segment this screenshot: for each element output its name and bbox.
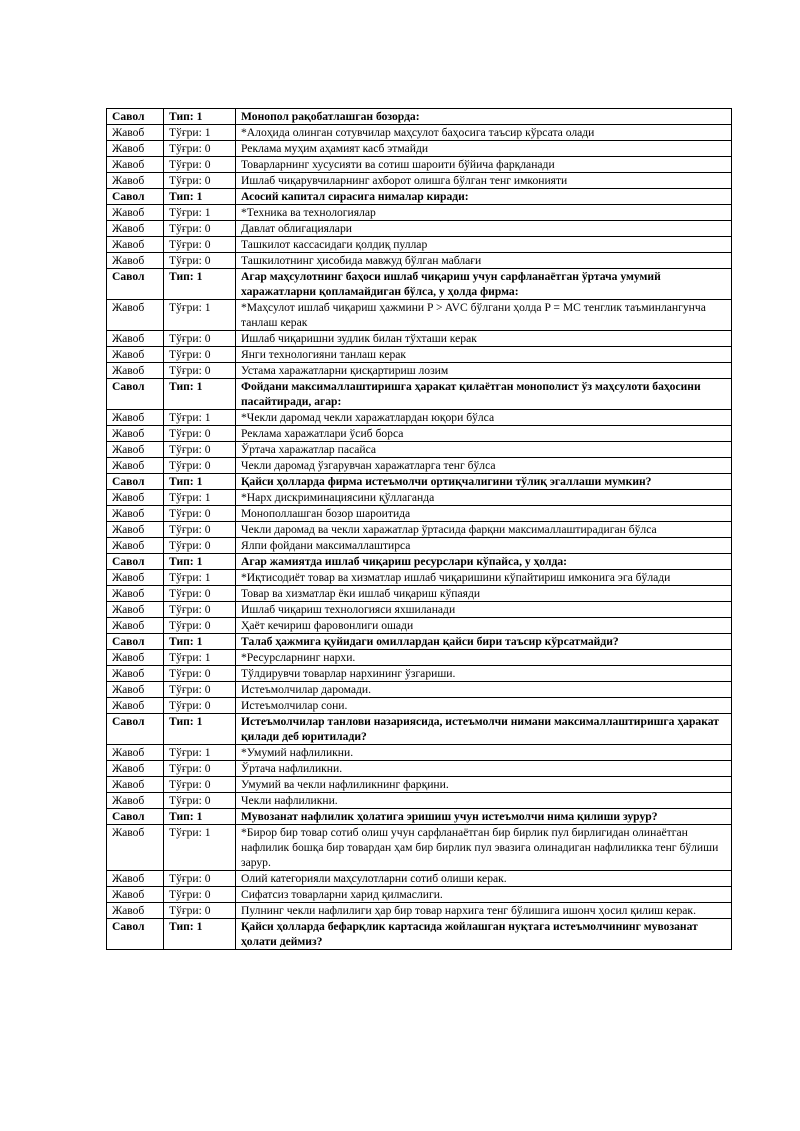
answer-row — [107, 442, 732, 458]
answer-row — [107, 347, 732, 363]
answer-correctness: Тўғри: 0 — [164, 426, 236, 442]
answer-row — [107, 331, 732, 347]
answer-row — [107, 506, 732, 522]
answer-correctness: Тўғри: 1 — [164, 490, 236, 506]
answer-text: Истеъмолчилар сони. — [236, 698, 732, 714]
answer-label: Жавоб — [107, 887, 164, 903]
answer-row — [107, 570, 732, 586]
answer-label: Жавоб — [107, 586, 164, 602]
answer-correctness: Тўғри: 0 — [164, 173, 236, 189]
answer-row — [107, 586, 732, 602]
answer-label: Жавоб — [107, 602, 164, 618]
answer-correctness: Тўғри: 0 — [164, 141, 236, 157]
question-text: Истеъмолчилар танлови назариясида, истеъмолчи нимани максималлаштиришга ҳаракат қилади деб юритилади? — [236, 714, 732, 745]
answer-text: Сифатсиз товарларни харид қилмаслиги. — [236, 887, 732, 903]
answer-label: Жавоб — [107, 426, 164, 442]
question-type: Тип: 1 — [164, 809, 236, 825]
answer-text: Реклама муҳим аҳамият касб этмайди — [236, 141, 732, 157]
answer-correctness: Тўғри: 0 — [164, 458, 236, 474]
answer-row — [107, 650, 732, 666]
answer-text: Товар ва хизматлар ёки ишлаб чиқариш кўпаяди — [236, 586, 732, 602]
answer-correctness: Тўғри: 0 — [164, 442, 236, 458]
answer-label: Жавоб — [107, 618, 164, 634]
answer-correctness: Тўғри: 0 — [164, 618, 236, 634]
answer-label: Жавоб — [107, 253, 164, 269]
answer-label: Жавоб — [107, 300, 164, 331]
answer-row — [107, 363, 732, 379]
answer-row — [107, 777, 732, 793]
answer-label: Жавоб — [107, 761, 164, 777]
question-row — [107, 919, 732, 950]
question-label: Савол — [107, 554, 164, 570]
answer-label: Жавоб — [107, 237, 164, 253]
answer-correctness: Тўғри: 0 — [164, 682, 236, 698]
answer-text: *Умумий нафлиликни. — [236, 745, 732, 761]
answer-text: *Техника ва технологиялар — [236, 205, 732, 221]
answer-row — [107, 871, 732, 887]
question-type: Тип: 1 — [164, 379, 236, 410]
answer-row — [107, 490, 732, 506]
question-label: Савол — [107, 634, 164, 650]
answer-text: Чекли даромад ўзгарувчан харажатларга тенг бўлса — [236, 458, 732, 474]
question-text: Мувозанат нафлилик ҳолатига эришиш учун истеъмолчи нима қилиши зурур? — [236, 809, 732, 825]
answer-row — [107, 618, 732, 634]
answer-correctness: Тўғри: 1 — [164, 650, 236, 666]
answer-label: Жавоб — [107, 825, 164, 871]
document-page — [106, 108, 731, 950]
question-type: Тип: 1 — [164, 269, 236, 300]
answer-correctness: Тўғри: 0 — [164, 347, 236, 363]
answer-correctness: Тўғри: 0 — [164, 157, 236, 173]
answer-text: Ўртача харажатлар пасайса — [236, 442, 732, 458]
answer-row — [107, 426, 732, 442]
answer-text: Монополлашган бозор шароитида — [236, 506, 732, 522]
answer-text: Ишлаб чиқариш технологияси яхшиланади — [236, 602, 732, 618]
answer-correctness: Тўғри: 0 — [164, 666, 236, 682]
answer-text: Олий категорияли маҳсулотларни сотиб олиши керак. — [236, 871, 732, 887]
question-text: Агар маҳсулотнинг баҳоси ишлаб чиқариш учун сарфланаётган ўртача умумий харажатларни қопламайдиган бўлса, у ҳолда фирма: — [236, 269, 732, 300]
answer-correctness: Тўғри: 1 — [164, 410, 236, 426]
answer-text: Ишлаб чиқарувчиларнинг ахборот олишга бўлган тенг имконияти — [236, 173, 732, 189]
answer-text: Ташкилотнинг ҳисобида мавжуд бўлган маблағи — [236, 253, 732, 269]
answer-row — [107, 253, 732, 269]
answer-label: Жавоб — [107, 682, 164, 698]
answer-row — [107, 761, 732, 777]
answer-row — [107, 125, 732, 141]
answer-label: Жавоб — [107, 745, 164, 761]
question-label: Савол — [107, 809, 164, 825]
answer-text: Давлат облигациялари — [236, 221, 732, 237]
answer-correctness: Тўғри: 1 — [164, 745, 236, 761]
answer-text: Чекли даромад ва чекли харажатлар ўртасида фарқни максималлаштирадиган бўлса — [236, 522, 732, 538]
question-table — [106, 108, 732, 950]
question-type: Тип: 1 — [164, 714, 236, 745]
answer-text: Янги технологияни танлаш керак — [236, 347, 732, 363]
answer-text: Пулнинг чекли нафлилиги ҳар бир товар нархига тенг бўлишига ишонч ҳосил қилиш керак. — [236, 903, 732, 919]
answer-text: *Бирор бир товар сотиб олиш учун сарфланаётган бир бирлик пул бирлигидан олинаётган нафлилик бошқа бир товардан ҳам бир бирлик пул эвазига олинадиган нафлиликка тенг бўлиши зарур. — [236, 825, 732, 871]
answer-label: Жавоб — [107, 442, 164, 458]
answer-label: Жавоб — [107, 347, 164, 363]
question-label: Савол — [107, 919, 164, 950]
answer-correctness: Тўғри: 0 — [164, 237, 236, 253]
question-row — [107, 714, 732, 745]
answer-label: Жавоб — [107, 173, 164, 189]
answer-text: Умумий ва чекли нафлиликнинг фарқини. — [236, 777, 732, 793]
question-text: Асосий капитал сирасига нималар киради: — [236, 189, 732, 205]
answer-correctness: Тўғри: 0 — [164, 793, 236, 809]
answer-text: *Ресурсларнинг нархи. — [236, 650, 732, 666]
answer-row — [107, 300, 732, 331]
answer-row — [107, 522, 732, 538]
question-type: Тип: 1 — [164, 554, 236, 570]
answer-label: Жавоб — [107, 205, 164, 221]
answer-correctness: Тўғри: 0 — [164, 698, 236, 714]
answer-label: Жавоб — [107, 331, 164, 347]
answer-row — [107, 410, 732, 426]
answer-text: *Маҳсулот ишлаб чиқариш ҳажмини P > AVC бўлгани ҳолда P = MC тенглик таъминлангунча танлаш керак — [236, 300, 732, 331]
answer-label: Жавоб — [107, 793, 164, 809]
answer-correctness: Тўғри: 0 — [164, 363, 236, 379]
answer-text: Ташкилот кассасидаги қолдиқ пуллар — [236, 237, 732, 253]
answer-row — [107, 538, 732, 554]
answer-label: Жавоб — [107, 506, 164, 522]
question-label: Савол — [107, 109, 164, 125]
answer-correctness: Тўғри: 0 — [164, 221, 236, 237]
question-row — [107, 474, 732, 490]
question-label: Савол — [107, 379, 164, 410]
answer-correctness: Тўғри: 0 — [164, 522, 236, 538]
answer-correctness: Тўғри: 0 — [164, 903, 236, 919]
answer-label: Жавоб — [107, 363, 164, 379]
answer-label: Жавоб — [107, 490, 164, 506]
answer-correctness: Тўғри: 0 — [164, 887, 236, 903]
answer-label: Жавоб — [107, 458, 164, 474]
answer-text: Чекли нафлиликни. — [236, 793, 732, 809]
answer-text: *Иқтисодиёт товар ва хизматлар ишлаб чиқаришини кўпайтириш имконига эга бўлади — [236, 570, 732, 586]
question-text: Қайси ҳолларда фирма истеъмолчи ортиқчалигини тўлиқ эгаллаши мумкин? — [236, 474, 732, 490]
answer-correctness: Тўғри: 0 — [164, 506, 236, 522]
answer-correctness: Тўғри: 0 — [164, 871, 236, 887]
question-text: Монопол рақобатлашган бозорда: — [236, 109, 732, 125]
answer-label: Жавоб — [107, 903, 164, 919]
answer-correctness: Тўғри: 1 — [164, 205, 236, 221]
answer-row — [107, 825, 732, 871]
question-row — [107, 809, 732, 825]
question-label: Савол — [107, 269, 164, 300]
answer-correctness: Тўғри: 1 — [164, 570, 236, 586]
question-text: Қайси ҳолларда бефарқлик картасида жойлашган нуқтага истеъмолчининг мувозанат ҳолати деймиз? — [236, 919, 732, 950]
answer-text: Ўртача нафлиликни. — [236, 761, 732, 777]
answer-label: Жавоб — [107, 221, 164, 237]
answer-label: Жавоб — [107, 570, 164, 586]
answer-text: Устама харажатларни қисқартириш лозим — [236, 363, 732, 379]
answer-correctness: Тўғри: 0 — [164, 777, 236, 793]
question-table-body — [107, 109, 732, 950]
answer-label: Жавоб — [107, 777, 164, 793]
question-text: Фойдани максималлаштиришга ҳаракат қилаётган монополист ўз маҳсулоти баҳосини пасайтиради, агар: — [236, 379, 732, 410]
answer-label: Жавоб — [107, 650, 164, 666]
answer-row — [107, 903, 732, 919]
answer-row — [107, 698, 732, 714]
question-row — [107, 189, 732, 205]
question-label: Савол — [107, 474, 164, 490]
answer-correctness: Тўғри: 0 — [164, 538, 236, 554]
answer-row — [107, 602, 732, 618]
question-type: Тип: 1 — [164, 919, 236, 950]
question-type: Тип: 1 — [164, 474, 236, 490]
answer-label: Жавоб — [107, 698, 164, 714]
answer-label: Жавоб — [107, 871, 164, 887]
answer-correctness: Тўғри: 0 — [164, 602, 236, 618]
answer-row — [107, 887, 732, 903]
answer-correctness: Тўғри: 0 — [164, 331, 236, 347]
answer-row — [107, 205, 732, 221]
answer-correctness: Тўғри: 1 — [164, 125, 236, 141]
question-text: Талаб ҳажмига қуйидаги омиллардан қайси бири таъсир кўрсатмайди? — [236, 634, 732, 650]
answer-label: Жавоб — [107, 538, 164, 554]
answer-row — [107, 458, 732, 474]
answer-text: *Нарх дискриминациясини қўллаганда — [236, 490, 732, 506]
answer-label: Жавоб — [107, 157, 164, 173]
question-row — [107, 554, 732, 570]
answer-correctness: Тўғри: 0 — [164, 761, 236, 777]
question-row — [107, 379, 732, 410]
answer-text: *Алоҳида олинган сотувчилар маҳсулот баҳосига таъсир кўрсата олади — [236, 125, 732, 141]
answer-row — [107, 682, 732, 698]
answer-text: Товарларнинг хусусияти ва сотиш шароити бўйича фарқланади — [236, 157, 732, 173]
question-label: Савол — [107, 189, 164, 205]
answer-row — [107, 793, 732, 809]
question-text: Агар жамиятда ишлаб чиқариш ресурслари кўпайса, у ҳолда: — [236, 554, 732, 570]
answer-text: Тўлдирувчи товарлар нархининг ўзгариши. — [236, 666, 732, 682]
answer-text: Истеъмолчилар даромади. — [236, 682, 732, 698]
question-type: Тип: 1 — [164, 109, 236, 125]
answer-row — [107, 237, 732, 253]
answer-row — [107, 666, 732, 682]
question-row — [107, 109, 732, 125]
answer-row — [107, 221, 732, 237]
question-label: Савол — [107, 714, 164, 745]
answer-label: Жавоб — [107, 141, 164, 157]
answer-row — [107, 745, 732, 761]
answer-text: *Чекли даромад чекли харажатлардан юқори бўлса — [236, 410, 732, 426]
answer-correctness: Тўғри: 0 — [164, 586, 236, 602]
question-row — [107, 269, 732, 300]
answer-text: Ялпи фойдани максималлаштирса — [236, 538, 732, 554]
question-type: Тип: 1 — [164, 634, 236, 650]
answer-correctness: Тўғри: 1 — [164, 300, 236, 331]
answer-row — [107, 141, 732, 157]
answer-label: Жавоб — [107, 125, 164, 141]
question-row — [107, 634, 732, 650]
answer-correctness: Тўғри: 1 — [164, 825, 236, 871]
answer-label: Жавоб — [107, 410, 164, 426]
answer-text: Ҳаёт кечириш фаровонлиги ошади — [236, 618, 732, 634]
answer-label: Жавоб — [107, 666, 164, 682]
answer-correctness: Тўғри: 0 — [164, 253, 236, 269]
question-type: Тип: 1 — [164, 189, 236, 205]
answer-text: Ишлаб чиқаришни зудлик билан тўхташи керак — [236, 331, 732, 347]
answer-row — [107, 173, 732, 189]
answer-row — [107, 157, 732, 173]
answer-label: Жавоб — [107, 522, 164, 538]
answer-text: Реклама харажатлари ўсиб борса — [236, 426, 732, 442]
